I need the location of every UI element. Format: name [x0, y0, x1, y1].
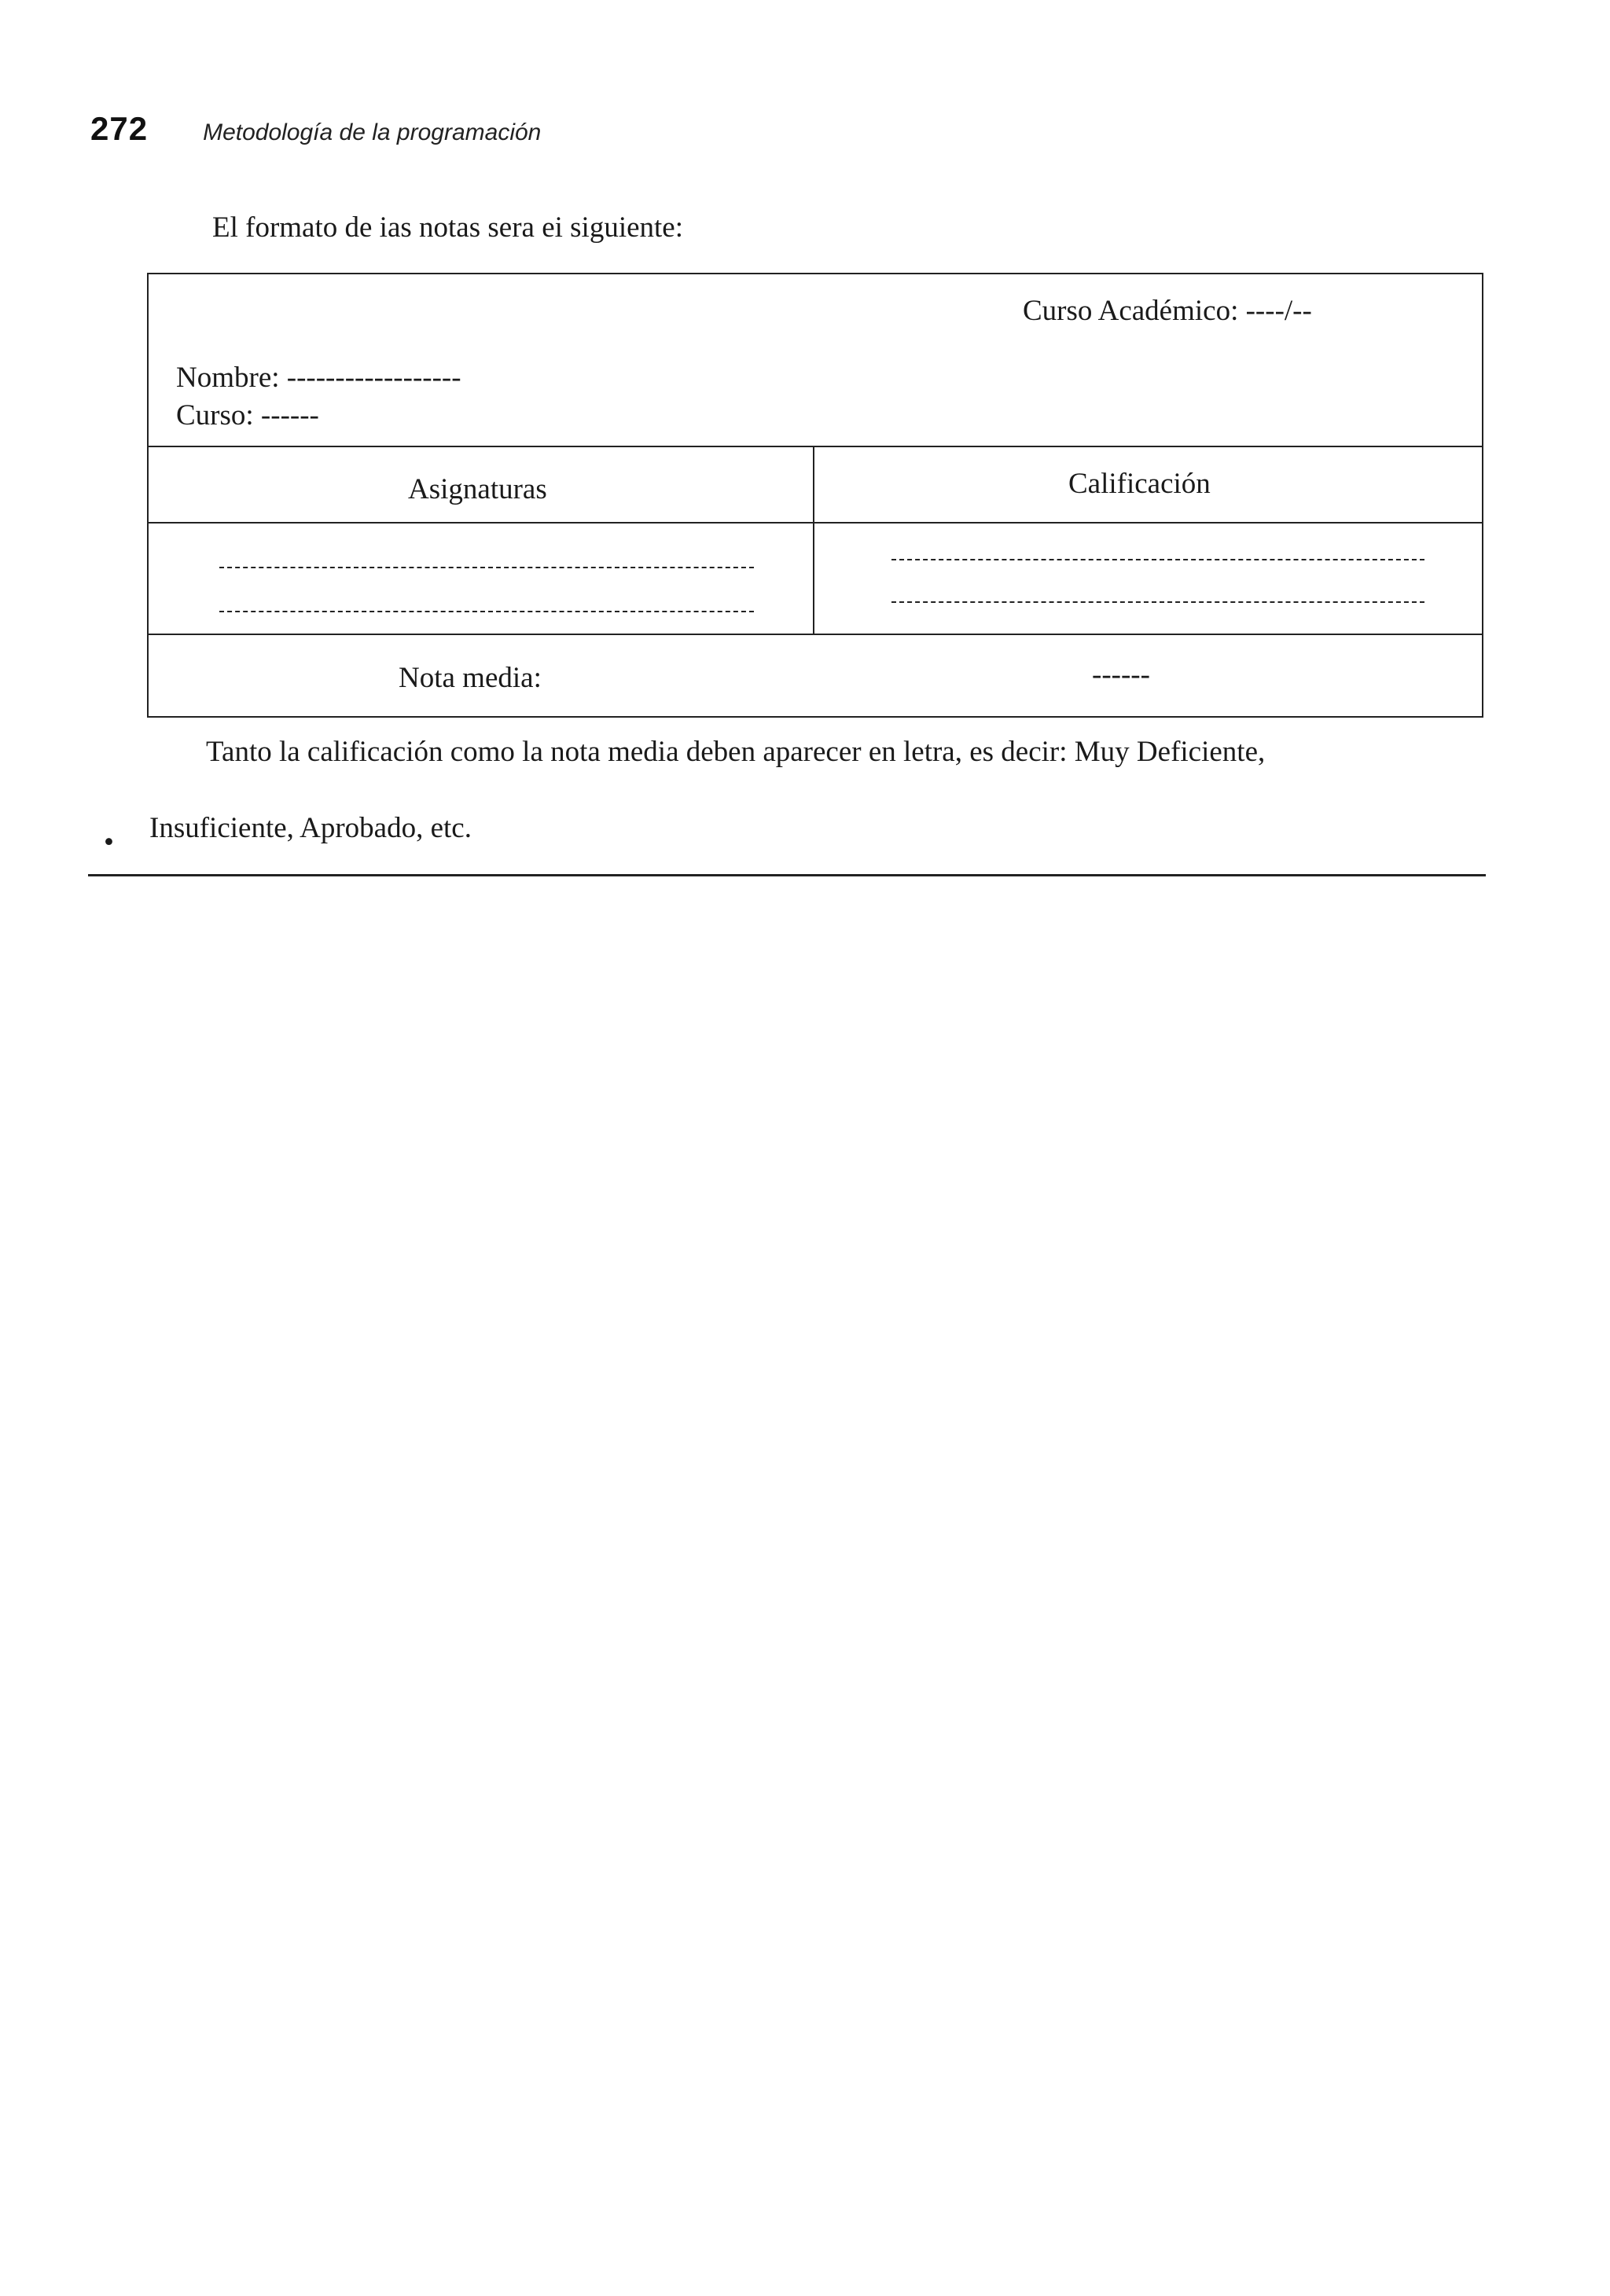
column-header-subjects: Asignaturas — [408, 473, 547, 505]
student-name-field: Nombre: ------------------ — [176, 362, 461, 394]
form-divider-bottom — [149, 634, 1482, 635]
section-rule — [88, 874, 1486, 876]
subject-placeholder-line — [219, 567, 754, 568]
bullet-mark: • — [104, 826, 114, 858]
course-field: Curso: ------ — [176, 399, 319, 432]
subject-placeholder-line — [219, 611, 754, 612]
running-title: Metodología de la programación — [203, 119, 542, 145]
page-number: 272 — [90, 110, 149, 147]
average-label: Nota media: — [399, 662, 542, 694]
body-paragraph-line: Tanto la calificación como la nota media deben aparecer en letra, es decir: Muy Deficiente, — [206, 736, 1266, 768]
form-divider-header — [149, 522, 1482, 523]
page-header — [90, 110, 541, 148]
form-divider-top — [149, 446, 1482, 447]
grade-placeholder-line — [891, 559, 1424, 560]
academic-year-field: Curso Académico: ----/-- — [1023, 295, 1312, 327]
average-value: ------ — [1092, 659, 1150, 691]
body-paragraph-line: Insuficiente, Aprobado, etc. — [149, 812, 472, 844]
report-card-form — [147, 273, 1483, 718]
grade-placeholder-line — [891, 601, 1424, 603]
intro-paragraph: El formato de ias notas sera ei siguiente: — [212, 211, 684, 244]
column-divider — [813, 446, 814, 634]
column-header-grade: Calificación — [1068, 468, 1211, 500]
